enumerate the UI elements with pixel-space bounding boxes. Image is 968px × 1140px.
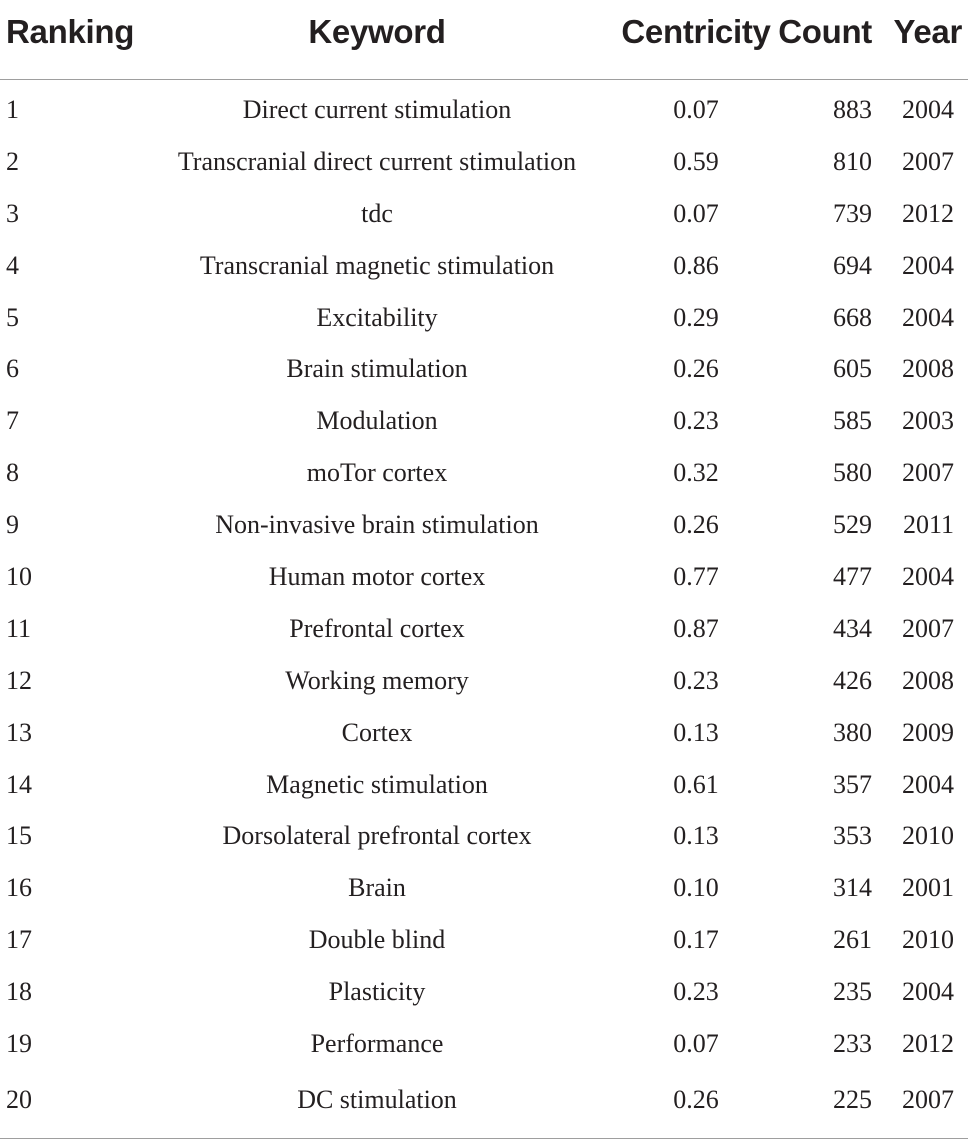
cell-centricity: 0.10 xyxy=(673,873,719,903)
cell-centricity: 0.59 xyxy=(673,146,719,176)
table-row xyxy=(0,914,968,966)
cell-year: 2012 xyxy=(902,198,954,228)
cell-keyword: Brain xyxy=(348,873,406,903)
cell-count: 353 xyxy=(833,821,872,851)
cell-centricity: 0.07 xyxy=(673,198,719,228)
cell-ranking: 12 xyxy=(6,665,32,695)
cell-keyword: Working memory xyxy=(285,665,469,695)
table-row xyxy=(0,1018,968,1070)
cell-count: 357 xyxy=(833,769,872,799)
column-header-centricity: Centricity xyxy=(614,0,778,80)
cell-ranking: 6 xyxy=(6,354,19,384)
cell-count: 810 xyxy=(833,146,872,176)
cell-year: 2001 xyxy=(902,873,954,903)
cell-ranking: 1 xyxy=(6,94,19,124)
table-row xyxy=(0,188,968,240)
cell-year: 2010 xyxy=(902,925,954,955)
header-row xyxy=(0,0,968,80)
column-header-year: Year xyxy=(872,0,968,80)
cell-centricity: 0.32 xyxy=(673,458,719,488)
cell-year: 2004 xyxy=(902,769,954,799)
cell-year: 2003 xyxy=(902,406,954,436)
cell-ranking: 11 xyxy=(6,613,32,643)
table-row xyxy=(0,343,968,395)
cell-centricity: 0.23 xyxy=(673,406,719,436)
table-row xyxy=(0,447,968,499)
cell-keyword: moTor cortex xyxy=(306,458,448,488)
cell-year: 2004 xyxy=(902,250,954,280)
cell-count: 529 xyxy=(833,510,872,540)
cell-ranking: 17 xyxy=(6,925,32,955)
cell-keyword: Transcranial direct current stimulation xyxy=(177,146,577,176)
cell-ranking: 13 xyxy=(6,717,32,747)
cell-ranking: 2 xyxy=(6,146,19,176)
table-header xyxy=(0,0,968,80)
column-header-ranking: Ranking xyxy=(0,0,140,80)
cell-centricity: 0.61 xyxy=(673,769,719,799)
cell-year: 2007 xyxy=(872,1070,968,1139)
cell-year: 2004 xyxy=(902,977,954,1007)
cell-keyword: Modulation xyxy=(316,406,438,436)
cell-keyword: tdc xyxy=(361,198,393,228)
cell-centricity: 0.23 xyxy=(673,665,719,695)
cell-keyword: DC stimulation xyxy=(140,1070,614,1139)
cell-year: 2012 xyxy=(902,1028,954,1058)
table-row xyxy=(0,80,968,136)
cell-ranking: 15 xyxy=(6,821,32,851)
cell-keyword: Human motor cortex xyxy=(268,561,486,591)
cell-count: 434 xyxy=(833,613,872,643)
table-row xyxy=(0,240,968,292)
cell-keyword: Brain stimulation xyxy=(286,354,468,384)
cell-centricity: 0.26 xyxy=(614,1070,778,1139)
cell-year: 2004 xyxy=(902,561,954,591)
cell-keyword: Performance xyxy=(310,1028,444,1058)
cell-centricity: 0.26 xyxy=(673,510,719,540)
table-row xyxy=(0,655,968,707)
cell-ranking: 16 xyxy=(6,873,32,903)
cell-ranking: 20 xyxy=(0,1070,140,1139)
cell-count: 739 xyxy=(833,198,872,228)
cell-year: 2009 xyxy=(902,717,954,747)
table-row xyxy=(0,862,968,914)
cell-count: 235 xyxy=(833,977,872,1007)
cell-count: 668 xyxy=(833,302,872,332)
cell-ranking: 4 xyxy=(6,250,19,280)
cell-centricity: 0.23 xyxy=(673,977,719,1007)
cell-count: 380 xyxy=(833,717,872,747)
table-row xyxy=(0,136,968,188)
table-row xyxy=(0,499,968,551)
table-row xyxy=(0,603,968,655)
cell-year: 2004 xyxy=(902,302,954,332)
cell-ranking: 8 xyxy=(6,458,19,488)
cell-count: 605 xyxy=(833,354,872,384)
cell-ranking: 7 xyxy=(6,406,19,436)
cell-keyword: Prefrontal cortex xyxy=(289,613,465,643)
cell-keyword: Direct current stimulation xyxy=(242,94,512,124)
table-row xyxy=(0,810,968,862)
table-row xyxy=(0,1070,968,1139)
cell-keyword: Cortex xyxy=(341,717,413,747)
cell-count: 580 xyxy=(833,458,872,488)
cell-ranking: 9 xyxy=(6,510,19,540)
cell-keyword: Non-invasive brain stimulation xyxy=(215,510,539,540)
column-header-count: Count xyxy=(778,0,872,80)
cell-count: 261 xyxy=(833,925,872,955)
cell-keyword: Double blind xyxy=(308,925,446,955)
cell-year: 2007 xyxy=(902,146,954,176)
cell-count: 585 xyxy=(833,406,872,436)
cell-ranking: 14 xyxy=(6,769,32,799)
cell-count: 694 xyxy=(833,250,872,280)
cell-keyword: Plasticity xyxy=(328,977,426,1007)
cell-count: 225 xyxy=(778,1070,872,1139)
cell-centricity: 0.13 xyxy=(673,717,719,747)
cell-year: 2011 xyxy=(902,510,954,540)
cell-centricity: 0.29 xyxy=(673,302,719,332)
cell-count: 477 xyxy=(833,561,872,591)
cell-keyword: Dorsolateral prefrontal cortex xyxy=(222,821,532,851)
cell-keyword: Transcranial magnetic stimulation xyxy=(199,250,555,280)
table-row xyxy=(0,551,968,603)
cell-ranking: 3 xyxy=(6,198,19,228)
cell-year: 2008 xyxy=(902,354,954,384)
cell-centricity: 0.86 xyxy=(673,250,719,280)
cell-keyword: Excitability xyxy=(316,302,438,332)
cell-centricity: 0.87 xyxy=(673,613,719,643)
cell-year: 2004 xyxy=(902,94,954,124)
cell-year: 2007 xyxy=(902,613,954,643)
cell-centricity: 0.77 xyxy=(673,561,719,591)
cell-count: 426 xyxy=(833,665,872,695)
table-row xyxy=(0,292,968,344)
cell-centricity: 0.07 xyxy=(673,1028,719,1058)
table-row xyxy=(0,966,968,1018)
cell-keyword: Magnetic stimulation xyxy=(266,769,488,799)
column-header-keyword: Keyword xyxy=(140,0,614,80)
cell-centricity: 0.17 xyxy=(673,925,719,955)
table-row xyxy=(0,395,968,447)
cell-count: 314 xyxy=(833,873,872,903)
cell-centricity: 0.13 xyxy=(673,821,719,851)
cell-centricity: 0.26 xyxy=(673,354,719,384)
cell-ranking: 18 xyxy=(6,977,32,1007)
cell-count: 233 xyxy=(833,1028,872,1058)
cell-year: 2007 xyxy=(902,458,954,488)
cell-ranking: 10 xyxy=(6,561,32,591)
cell-count: 883 xyxy=(833,94,872,124)
table-body xyxy=(0,80,968,1139)
cell-centricity: 0.07 xyxy=(673,94,719,124)
cell-year: 2010 xyxy=(902,821,954,851)
table-row xyxy=(0,707,968,759)
table-row xyxy=(0,759,968,811)
cell-ranking: 5 xyxy=(6,302,19,332)
cell-year: 2008 xyxy=(902,665,954,695)
cell-ranking: 19 xyxy=(6,1028,32,1058)
